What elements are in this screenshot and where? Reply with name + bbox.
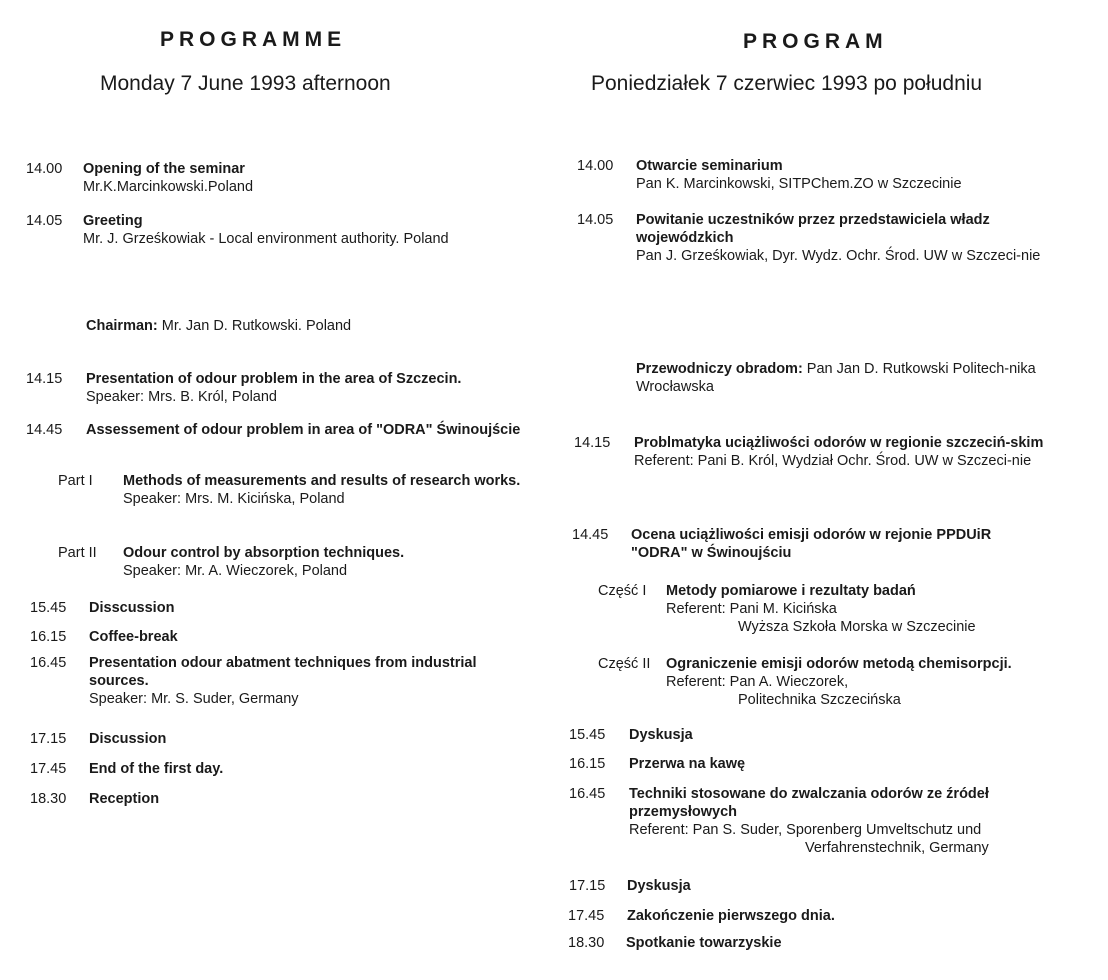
item-time: 18.30 xyxy=(30,791,67,807)
item-speaker: Mr. J. Grześkowiak - Local environment authority. Poland xyxy=(83,231,449,247)
part-title: Methods of measurements and results of research works. xyxy=(123,473,521,489)
item-time: 17.45 xyxy=(30,761,67,777)
item-title: Discussion xyxy=(89,731,167,747)
part-speaker: Speaker: Mrs. M. Kicińska, Poland xyxy=(123,491,345,507)
part-affiliation: Wyższa Szkoła Morska w Szczecinie xyxy=(738,619,976,635)
item-title: Dyskusja xyxy=(629,727,693,743)
item-time: 17.45 xyxy=(568,908,605,924)
item-title: Powitanie uczestników przez przedstawiciela władz wojewódzkich xyxy=(636,212,990,246)
item-speaker: Referent: Pan S. Suder, Sporenberg Umveltschutz und xyxy=(629,822,982,838)
item-speaker-affiliation: Verfahrenstechnik, Germany xyxy=(805,840,989,856)
item-title: Zakończenie pierwszego dnia. xyxy=(627,908,835,924)
chairman-name: Pan Jan D. Rutkowski Politech-nika Wrocławska xyxy=(636,361,1036,395)
item-time: 16.15 xyxy=(569,756,606,772)
item-time: 14.15 xyxy=(574,435,611,451)
programme-date: Poniedziałek 7 czerwiec 1993 po południu xyxy=(591,72,983,95)
item-title: End of the first day. xyxy=(89,761,224,777)
item-time: 17.15 xyxy=(30,731,67,747)
item-title: Assessement of odour problem in area of "ODRA" Świnoujście xyxy=(86,422,521,438)
item-title: Disscussion xyxy=(89,600,175,616)
programme-title: PROGRAM xyxy=(743,30,888,53)
item-title: Problmatyka uciążliwości odorów w regionie szczeciń-skim xyxy=(634,435,1044,451)
item-time: 16.45 xyxy=(30,655,67,671)
part-label: Part II xyxy=(58,545,97,561)
part-speaker: Speaker: Mr. A. Wieczorek, Poland xyxy=(123,563,348,579)
chairman-name: Mr. Jan D. Rutkowski. Poland xyxy=(157,318,352,334)
item-title: Reception xyxy=(89,791,160,807)
item-title: Dyskusja xyxy=(627,878,691,894)
item-title: Coffee-break xyxy=(89,629,178,645)
item-time: 14.00 xyxy=(26,161,63,177)
part-title: Odour control by absorption techniques. xyxy=(123,545,405,561)
item-speaker: Speaker: Mrs. B. Król, Poland xyxy=(86,389,277,405)
part-title: Ograniczenie emisji odorów metodą chemisorpcji. xyxy=(666,656,1012,672)
part-speaker: Referent: Pan A. Wieczorek, xyxy=(666,674,849,690)
chairman xyxy=(636,360,1066,396)
item-title: Presentation of odour problem in the area of Szczecin. xyxy=(86,371,462,387)
item-time: 15.45 xyxy=(30,600,67,616)
chairman-label: Przewodniczy obradom: xyxy=(636,361,803,377)
programme-date: Monday 7 June 1993 afternoon xyxy=(100,72,391,95)
item-time: 14.45 xyxy=(26,422,63,438)
item-speaker: Pan J. Grześkowiak, Dyr. Wydz. Ochr. Środ. UW w Szczeci-nie xyxy=(636,248,1041,264)
part-label: Part I xyxy=(58,473,93,489)
item-time: 14.05 xyxy=(26,213,63,229)
item-time: 15.45 xyxy=(569,727,606,743)
item-speaker: Speaker: Mr. S. Suder, Germany xyxy=(89,691,299,707)
chairman-label: Chairman: xyxy=(86,318,158,334)
chairman xyxy=(86,317,536,335)
part-affiliation: Politechnika Szczecińska xyxy=(738,692,901,708)
item-title: Przerwa na kawę xyxy=(629,756,746,772)
item-title: Opening of the seminar xyxy=(83,161,245,177)
part-title: Metody pomiarowe i rezultaty badań xyxy=(666,583,916,599)
item-title: Greeting xyxy=(83,213,143,229)
item-speaker: Mr.K.Marcinkowski.Poland xyxy=(83,179,254,195)
item-title: Otwarcie seminarium xyxy=(636,158,783,174)
programme-title: PROGRAMME xyxy=(160,28,347,51)
item-title: Spotkanie towarzyskie xyxy=(626,935,782,951)
part-label: Część II xyxy=(598,656,651,672)
item-speaker: Pan K. Marcinkowski, SITPChem.ZO w Szczecinie xyxy=(636,176,962,192)
item-speaker: Referent: Pani B. Król, Wydział Ochr. Środ. UW w Szczeci-nie xyxy=(634,453,1032,469)
item-time: 14.15 xyxy=(26,371,63,387)
item-time: 14.05 xyxy=(577,212,614,228)
item-title: Techniki stosowane do zwalczania odorów ze źródeł przemysłowych xyxy=(629,786,989,820)
item-time: 17.15 xyxy=(569,878,606,894)
item-title: Ocena uciążliwości emisji odorów w rejonie PPDUiR "ODRA" w Świnoujściu xyxy=(631,527,992,561)
item-time: 16.15 xyxy=(30,629,67,645)
item-time: 16.45 xyxy=(569,786,606,802)
item-time: 14.00 xyxy=(577,158,614,174)
part-label: Część I xyxy=(598,583,647,599)
item-title: Presentation odour abatment techniques from industrial sources. xyxy=(89,655,477,689)
item-time: 14.45 xyxy=(572,527,609,543)
part-speaker: Referent: Pani M. Kicińska xyxy=(666,601,837,617)
item-time: 18.30 xyxy=(568,935,605,951)
